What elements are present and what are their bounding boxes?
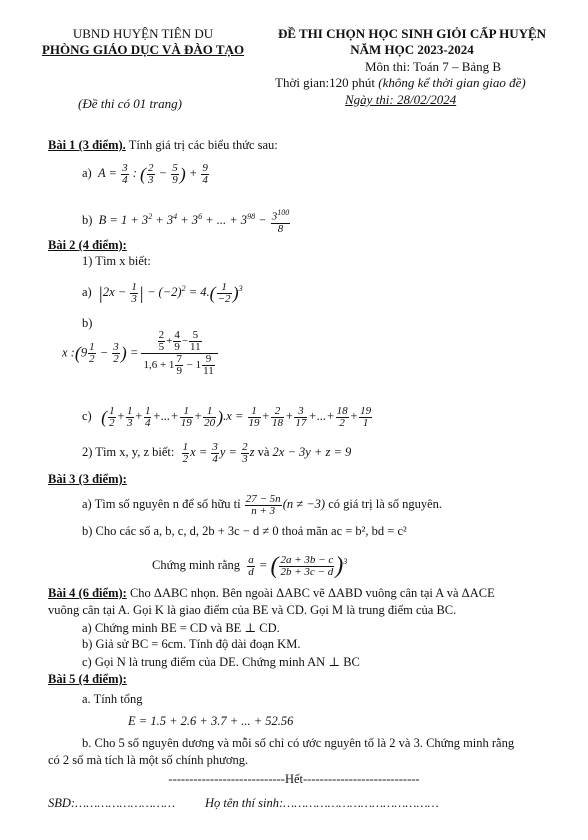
bai2-q1: 1) Tìm x biết: (82, 254, 151, 268)
header-right-line2: NĂM HỌC 2023-2024 (350, 42, 474, 57)
header-time (275, 75, 526, 91)
bai3-a-tail: có giá trị là số nguyên. (328, 497, 443, 511)
bai2-q2-ratio: $\frac{1}{2}$ x = $\frac{3}{4}$ y = $\frac{2}{3}$ z (182, 440, 255, 465)
bai4-intro-line1 (48, 586, 495, 601)
bai4-intro1: Cho ΔABC nhọn. Bên ngoài ΔABC vẽ ΔABD vuông cân tại A và ΔACE (129, 586, 495, 600)
header-subject: Môn thi: Toán 7 – Bảng B (365, 59, 502, 74)
bai2-q2-lead: 2) Tìm x, y, z biết: (82, 445, 175, 459)
bai1-a-expr: A = $\frac{3}{4}$ : ( $\frac{2}{3}$ − $\frac{5}{9}$ ) + $\frac{9}{4}$ (94, 161, 208, 186)
bai1-a (82, 158, 210, 188)
bai2-q2 (82, 436, 351, 468)
pages-note: (Đề thi có 01 trang) (78, 96, 182, 111)
bai2-a-expr: |2x − $\frac{1}{3}$ | − $(-2)^2 = 4$.( $\frac{1}{-2}$ )$^3$ (97, 280, 243, 305)
end-marker: ----------------------------Hết---------------------------- (168, 772, 420, 786)
bai4-title: Bài 4 (6 điểm): (48, 586, 127, 600)
bai4-a: a) Chứng minh BE = CD và BE ⊥ CD. (82, 621, 280, 635)
header-time-label: Thời gian:120 phút (275, 75, 376, 90)
bai1-a-label: a) (82, 166, 92, 180)
header-left-line2: PHÒNG GIÁO DỤC VÀ ĐÀO TẠO (41, 42, 245, 57)
bai5-a-expr: E = 1.5 + 2.6 + 3.7 + ... + 52.56 (128, 714, 294, 728)
bai1-heading (48, 138, 278, 153)
bai2-a (82, 272, 243, 306)
bai3-a (82, 488, 442, 520)
bai4-c: c) Gọi N là trung điểm của DE. Chứng minh AN ⊥ BC (82, 655, 360, 669)
bai2-b-label: b) (82, 316, 93, 330)
header-right-line1: ĐỀ THI CHỌN HỌC SINH GIỎI CẤP HUYỆN (277, 26, 547, 41)
footer-sbd: SBD:……………………… (48, 796, 176, 810)
header-date: Ngày thi: 28/02/2024 (345, 92, 457, 107)
bai3-prove-label: Chứng minh rằng (152, 558, 241, 573)
bai2-c (82, 400, 373, 432)
bai3-a-frac: $\frac{27 - 5n}{n + 3}$ (245, 492, 281, 517)
bai2-title: Bài 2 (4 điểm): (48, 238, 127, 252)
bai3-a-cond: (n ≠ −3) (282, 497, 326, 511)
bai5-title: Bài 5 (4 điểm): (48, 672, 127, 686)
bai5-a-label: a. Tính tổng (82, 692, 143, 706)
bai2-a-label: a) (82, 285, 92, 300)
bai5-b2: có 2 số mà tích là một số chính phương. (48, 753, 249, 767)
bai2-q2-and: và (257, 445, 270, 459)
bai2-c-expr: ( $\frac{1}{2}$ + $\frac{1}{3}$ + $\frac{1}{4}$ +...+ $\frac{1}{19}$ + $\frac{1}{20}$ ).x = $\frac{1}{19}$ + $\frac{2}{18}$ + $\frac{3}{17}$ +...+ $\frac{18}{2}$ + $\frac{19}{1}$ (101, 404, 372, 429)
bai2-c-label: c) (82, 409, 92, 423)
bai1-intro: Tính giá trị các biểu thức sau: (128, 138, 278, 152)
bai4-intro2: vuông cân tại A. Gọi K là giao điểm của BE và CD. Gọi M là trung điểm của BC. (48, 603, 457, 617)
bai3-prove (152, 540, 347, 584)
header-time-note: (không kể thời gian giao đề) (378, 75, 526, 90)
bai1-b-expr: $B = 1 + 3^2 + 3^4 + 3^6$ + ... + $3^{98}$ − $\frac{3^{100}}{8}$ (95, 208, 290, 236)
bai1-title: Bài 1 (3 điểm). (48, 138, 126, 152)
bai1-b (82, 200, 291, 234)
bai3-b: b) Cho các số a, b, c, d, 2b + 3c − d ≠ 0 thoả mãn ac = b², bd = c² (82, 524, 407, 538)
bai3-title: Bài 3 (3 điểm): (48, 472, 127, 486)
bai3-prove-expr: $\frac{a}{d}$ = ( $\frac{2a + 3b - c}{2b + 3c - d}$ )$^3$ (248, 553, 348, 580)
bai2-b-expr: x :(9 $\frac{1}{2}$ − $\frac{3}{2}$ ) = $\frac{2}{5}$ + $\frac{4}{9}$ − $\frac{5}{11}$ 1,6 + 1 $\frac{7}{9}$ − 1 $\frac{9}{11}$ (62, 330, 218, 390)
header-left-line1: UBND HUYỆN TIÊN DU (72, 26, 214, 41)
bai3-a-text: a) Tìm số nguyên n để số hữu tỉ (82, 497, 241, 511)
bai2-q2-eq: 2x − 3y + z = 9 (272, 445, 352, 459)
bai5-b1: b. Cho 5 số nguyên dương và mỗi số chỉ có ước nguyên tố là 2 và 3. Chứng minh rằng (82, 736, 515, 750)
bai4-b: b) Giả sử BC = 6cm. Tính độ dài đoạn KM. (82, 637, 301, 651)
bai1-b-label: b) (82, 213, 93, 228)
footer-name: Họ tên thí sinh:…………………………………… (205, 796, 439, 810)
